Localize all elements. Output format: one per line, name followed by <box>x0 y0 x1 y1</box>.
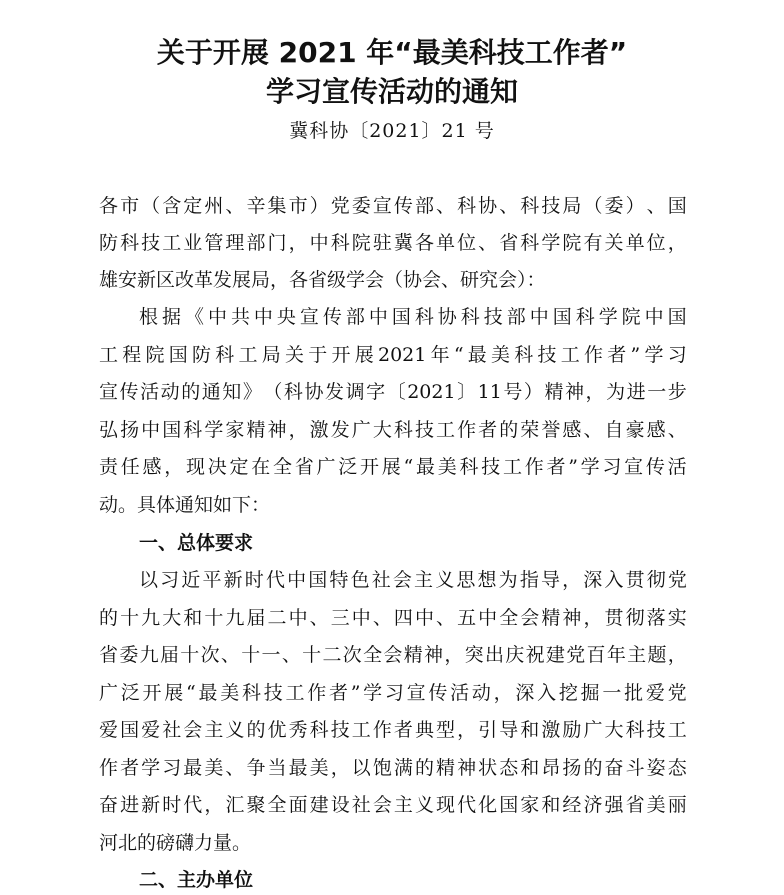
document-title-line-2: 学习宣传活动的通知 <box>265 75 518 108</box>
paragraph-line: 宣 传 活 动 的 通 知 》 （ 科 协 发 调 字 〔 2021 〕 11 号 ） 精 神 ， 为 进 一 步 <box>99 381 687 403</box>
paragraph-line: 爱 国 爱 社 会 主 义 的 优 秀 科 技 工 作 者 典 型 ， 引 导 和 激 励 广 大 科 技 工 <box>99 719 687 741</box>
paragraph-line: 广 泛 开 展 “ 最 美 科 技 工 作 者 ” 学 习 宣 传 活 动 ， 深 入 挖 掘 一 批 爱 党 <box>99 682 687 704</box>
document-title-line-1: 关于开展 2021 年“最美科技工作者” <box>156 36 628 69</box>
paragraph-line: 作 者 学 习 最 美 、 争 当 最 美 ， 以 饱 满 的 精 神 状 态 和 昂 扬 的 奋 斗 姿 态 <box>99 757 687 779</box>
paragraph-line: 省 委 九 届 十 次 、 十 一 、 十 二 次 全 会 精 神 ， 突 出 庆 祝 建 党 百 年 主 题 ， <box>99 644 687 666</box>
paragraph-line: 根 据 《 中 共 中 央 宣 传 部 中 国 科 协 科 技 部 中 国 科 学 院 中 国 <box>139 306 687 328</box>
addressee-line: 雄安新区改革发展局，各省级学会（协会、研究会）： <box>99 269 546 291</box>
paragraph-line: 弘 扬 中 国 科 学 家 精 神 ， 激 发 广 大 科 技 工 作 者 的 荣 誉 感 、 自 豪 感 、 <box>99 419 687 441</box>
section-heading: 一、总体要求 <box>139 532 254 554</box>
paragraph-line: 奋 进 新 时 代 ， 汇 聚 全 面 建 设 社 会 主 义 现 代 化 国 家 和 经 济 强 省 美 丽 <box>99 794 687 816</box>
paragraph-line: 河北的磅礴力量。 <box>99 832 252 854</box>
paragraph-line: 的 十 九 大 和 十 九 届 二 中 、 三 中 、 四 中 、 五 中 全 会 精 神 ， 贯 彻 落 实 <box>99 607 687 629</box>
section-heading: 二、主办单位 <box>139 869 254 891</box>
paragraph-line: 动。具体通知如下： <box>99 494 271 516</box>
document-number: 冀科协〔2021〕21 号 <box>289 120 495 142</box>
paragraph-line: 工 程 院 国 防 科 工 局 关 于 开 展 2021 年 “ 最 美 科 技 工 作 者 ” 学 习 <box>99 344 687 366</box>
addressee-line: 各 市 （ 含 定 州 、 辛 集 市 ） 党 委 宣 传 部 、 科 协 、 科 技 局 （ 委 ） 、 国 <box>99 195 687 217</box>
paragraph-line: 以 习 近 平 新 时 代 中 国 特 色 社 会 主 义 思 想 为 指 导 ， 深 入 贯 彻 党 <box>139 569 687 591</box>
addressee-line: 防 科 技 工 业 管 理 部 门 ， 中 科 院 驻 冀 各 单 位 、 省 科 学 院 有 关 单 位 ， <box>99 232 687 254</box>
paragraph-line: 责 任 感 ， 现 决 定 在 全 省 广 泛 开 展 “ 最 美 科 技 工 作 者 ” 学 习 宣 传 活 <box>99 456 687 478</box>
